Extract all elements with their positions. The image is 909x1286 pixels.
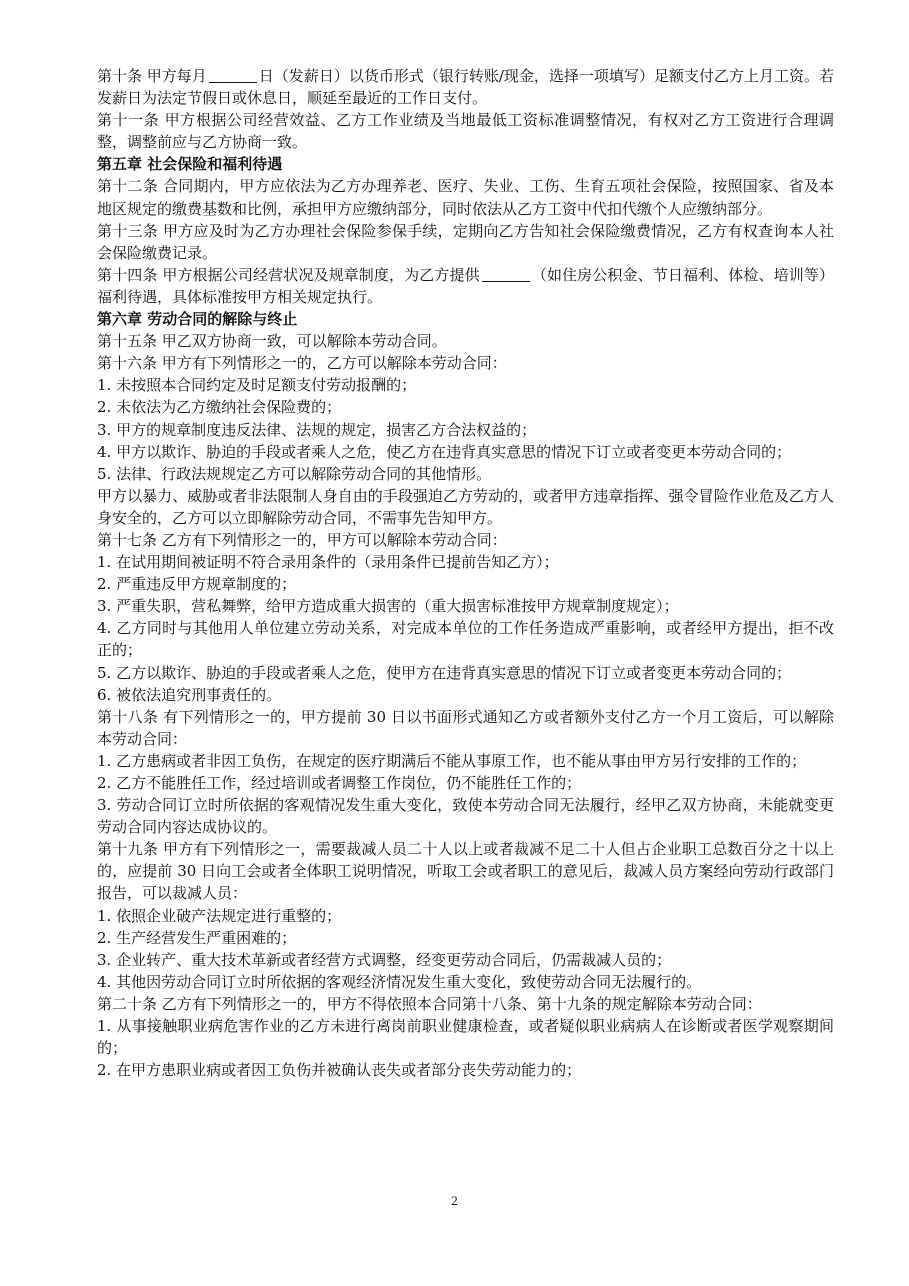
article-11: 第十一条 甲方根据公司经营效益、乙方工作业绩及当地最低工资标准调整情况，有权对乙方工资进行合理调整，调整前应与乙方协商一致。	[97, 111, 834, 152]
article-14	[97, 264, 834, 308]
article-17-item: 6. 被依法追究刑事责任的。	[97, 685, 282, 704]
payday-blank	[209, 68, 257, 83]
article-19-item: 4. 其他因劳动合同订立时所依据的客观经济情况发生重大变化，致使劳动合同无法履行的。	[97, 972, 702, 991]
article-16-intro: 第十六条 甲方有下列情形之一的，乙方可以解除本劳动合同：	[97, 354, 507, 373]
article-17-item: 1. 在试用期间被证明不符合录用条件的（录用条件已提前告知乙方）；	[97, 553, 559, 572]
article-19-item: 3. 企业转产、重大技术革新或者经营方式调整，经变更劳动合同后，仍需裁减人员的；	[97, 950, 672, 969]
document-body	[97, 65, 834, 1081]
article-14-text-a: 第十四条 甲方根据公司经营状况及规章制度，为乙方提供	[97, 265, 480, 284]
article-15: 第十五条 甲乙双方协商一致，可以解除本劳动合同。	[97, 332, 447, 351]
article-16-extra: 甲方以暴力、威胁或者非法限制人身自由的手段强迫乙方劳动的，或者甲方违章指挥、强令冒险作业危及乙方人身安全的，乙方可以立即解除劳动合同，不需事先告知甲方。	[97, 486, 834, 527]
chapter-6-heading: 第六章 劳动合同的解除与终止	[97, 310, 298, 329]
article-14-text-b: （如住房公积金、节日福利、体检、培训等）福利待遇，具体标准按甲方相关规定执行。	[97, 265, 834, 306]
article-10	[97, 65, 834, 109]
article-20-item: 2. 在甲方患职业病或者因工负伤并被确认丧失或者部分丧失劳动能力的；	[97, 1061, 582, 1080]
article-17-item: 4. 乙方同时与其他用人单位建立劳动关系，对完成本单位的工作任务造成严重影响，或者经甲方提出，拒不改正的；	[97, 619, 834, 660]
article-17-item: 3. 严重失职，营私舞弊，给甲方造成重大损害的（重大损害标准按甲方规章制度规定）；	[97, 597, 679, 616]
page-number: 2	[451, 1193, 458, 1208]
article-18-item: 3. 劳动合同订立时所依据的客观情况发生重大变化，致使本劳动合同无法履行，经甲乙双方协商，未能就变更劳动合同内容达成协议的。	[97, 796, 834, 837]
article-20-item: 1. 从事接触职业病危害作业的乙方未进行离岗前职业健康检查，或者疑似职业病病人在诊断或者医学观察期间的；	[97, 1017, 834, 1058]
article-10-text-b: 日（发薪日）以货币形式（银行转账/现金，选择一项填写）足额支付乙方上月工资。若发薪日为法定节假日或休息日，顺延至最近的工作日支付。	[97, 67, 834, 108]
benefits-blank	[482, 267, 530, 282]
article-17-item: 5. 乙方以欺诈、胁迫的手段或者乘人之危，使甲方在违背真实意思的情况下订立或者变更本劳动合同的；	[97, 663, 792, 682]
article-16-item: 5. 法律、行政法规规定乙方可以解除劳动合同的其他情形。	[97, 464, 492, 483]
article-18-item: 1. 乙方患病或者非因工负伤，在规定的医疗期满后不能从事原工作，也不能从事由甲方另行安排的工作的；	[97, 751, 807, 770]
article-16-item: 1. 未按照本合同约定及时足额支付劳动报酬的；	[97, 376, 417, 395]
article-13: 第十三条 甲方应及时为乙方办理社会保险参保手续，定期向乙方告知社会保险缴费情况，乙方有权查询本人社会保险缴费记录。	[97, 221, 834, 262]
article-16-item: 3. 甲方的规章制度违反法律、法规的规定，损害乙方合法权益的；	[97, 420, 537, 439]
article-18-intro: 第十八条 有下列情形之一的，甲方提前 30 日以书面形式通知乙方或者额外支付乙方一个月工资后，可以解除本劳动合同：	[97, 707, 834, 748]
article-10-text-a: 第十条 甲方每月	[97, 67, 207, 85]
article-19-item: 2. 生产经营发生严重困难的；	[97, 928, 297, 947]
article-16-item: 4. 甲方以欺诈、胁迫的手段或者乘人之危，使乙方在违背真实意思的情况下订立或者变更本劳动合同的；	[97, 442, 792, 461]
article-16-item: 2. 未依法为乙方缴纳社会保险费的；	[97, 398, 342, 417]
chapter-5-heading: 第五章 社会保险和福利待遇	[97, 155, 283, 174]
article-18-item: 2. 乙方不能胜任工作，经过培训或者调整工作岗位，仍不能胜任工作的；	[97, 774, 582, 792]
article-20-intro: 第二十条 乙方有下列情形之一的，甲方不得依照本合同第十八条、第十九条的规定解除本劳动合同：	[97, 994, 762, 1013]
article-17-item: 2. 严重违反甲方规章制度的；	[97, 575, 297, 594]
article-19-item: 1. 依照企业破产法规定进行重整的；	[97, 906, 342, 925]
article-17-intro: 第十七条 乙方有下列情形之一的，甲方可以解除本劳动合同：	[97, 530, 507, 549]
article-19-intro: 第十九条 甲方有下列情形之一，需要裁减人员二十人以上或者裁减不足二十人但占企业职工总数百分之十以上的，应提前 30 日向工会或者全体职工说明情况，听取工会或者职工的意见后，裁减人员方案经向劳动行政部门报告，可以裁减人员：	[97, 840, 834, 903]
article-12: 第十二条 合同期内，甲方应依法为乙方办理养老、医疗、失业、工伤、生育五项社会保险，按照国家、省及本地区规定的缴费基数和比例，承担甲方应缴纳部分，同时依法从乙方工资中代扣代缴个人应缴纳部分。	[97, 177, 834, 218]
